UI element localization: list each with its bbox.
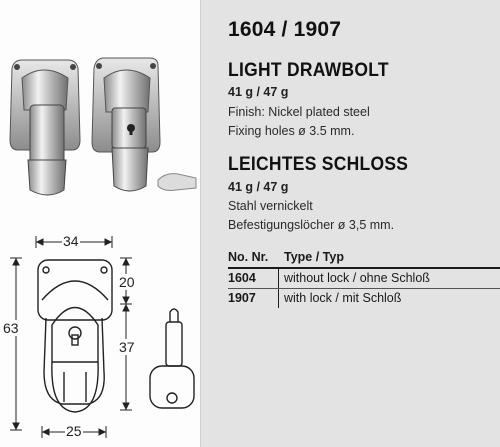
table-row — [228, 289, 500, 308]
finish-de: Stahl vernickelt — [228, 199, 313, 213]
column-separator — [278, 269, 279, 288]
row-number: 1604 — [228, 271, 256, 285]
header-number: No. Nr. — [228, 250, 269, 264]
dim-width-bottom: 25 — [66, 423, 82, 439]
model-table — [228, 248, 500, 308]
table-row — [228, 269, 500, 288]
technical-drawing — [0, 230, 200, 447]
finish-en: Finish: Nickel plated steel — [228, 105, 370, 119]
column-separator — [278, 289, 279, 308]
fixing-holes-en: Fixing holes ø 3.5 mm. — [228, 124, 355, 138]
row-number: 1907 — [228, 291, 256, 305]
fixing-holes-de: Befestigungslöcher ø 3,5 mm. — [228, 218, 395, 232]
header-type: Type / Typ — [284, 250, 344, 264]
product-name-de: LEICHTES SCHLOSS — [228, 154, 409, 175]
latch-without-lock — [10, 60, 80, 195]
dim-lower: 37 — [119, 339, 135, 355]
product-photo — [0, 0, 200, 230]
table-header — [228, 248, 500, 267]
key-drawing — [150, 309, 194, 408]
weight-de: 41 g / 47 g — [228, 180, 289, 194]
latch-with-lock — [92, 58, 196, 191]
product-name-en: LIGHT DRAWBOLT — [228, 60, 389, 81]
row-type: with lock / mit Schloß — [284, 291, 402, 305]
dim-width-top: 34 — [63, 233, 79, 249]
product-codes-title: 1604 / 1907 — [228, 18, 342, 41]
dim-upper: 20 — [119, 274, 135, 290]
row-type: without lock / ohne Schloß — [284, 271, 430, 285]
weight-en: 41 g / 47 g — [228, 85, 289, 99]
dim-height-total: 63 — [3, 320, 19, 336]
product-images-panel — [0, 0, 200, 447]
